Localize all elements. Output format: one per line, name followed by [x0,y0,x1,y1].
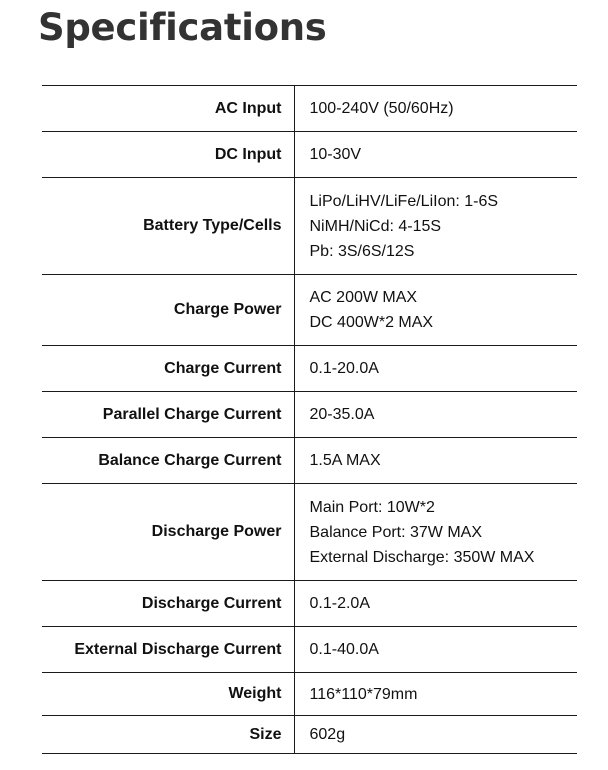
spec-label: Balance Charge Current [42,438,294,484]
spec-value-line: LiPo/LiHV/LiFe/LiIon: 1-6S [309,192,499,210]
spec-label: DC Input [42,132,294,178]
spec-value [294,132,577,178]
spec-value-line: DC 400W*2 MAX [309,314,434,331]
spec-row-discharge-current [42,581,577,627]
spec-label: AC Input [42,86,294,132]
spec-value-line: 20-35.0A [309,406,375,423]
spec-row-external-discharge-current [42,627,577,673]
spec-value [294,392,577,438]
spec-value [294,346,577,392]
spec-row-ac-input [42,86,577,132]
spec-value-line: Main Port: 10W*2 [309,498,435,516]
spec-label: Charge Power [42,275,294,346]
spec-row-discharge-power [42,484,577,581]
spec-value-line: 0.1-20.0A [309,360,379,377]
spec-row-parallel-charge-current [42,392,577,438]
spec-value [294,86,577,132]
spec-label: Battery Type/Cells [42,178,294,275]
spec-value [294,716,577,754]
spec-label: External Discharge Current [42,627,294,673]
spec-value-line: Pb: 3S/6S/12S [309,242,415,260]
spec-value-line: External Discharge: 350W MAX [309,548,535,566]
spec-value [294,178,577,275]
spec-value-line: NiMH/NiCd: 4-15S [309,217,442,235]
spec-row-balance-charge-current [42,438,577,484]
spec-label: Parallel Charge Current [42,392,294,438]
spec-value [294,484,577,581]
spec-row-size [42,716,577,754]
spec-value-line: Balance Port: 37W MAX [309,523,483,541]
spec-value [294,438,577,484]
spec-row-dc-input [42,132,577,178]
spec-value-line: 0.1-40.0A [309,641,379,658]
spec-value [294,627,577,673]
spec-value-line: 0.1-2.0A [309,595,370,612]
spec-label: Charge Current [42,346,294,392]
specifications-table [42,85,577,754]
spec-value-line: 100-240V (50/60Hz) [309,100,454,117]
spec-value [294,581,577,627]
spec-label: Discharge Power [42,484,294,581]
spec-row-charge-current [42,346,577,392]
spec-value [294,275,577,346]
spec-label: Size [42,716,294,754]
spec-row-charge-power [42,275,577,346]
spec-value-line: 116*110*79mm [309,685,418,703]
spec-value-line: AC 200W MAX [309,289,418,306]
spec-label: Weight [42,673,294,716]
spec-row-weight [42,673,577,716]
spec-label: Discharge Current [42,581,294,627]
spec-row-battery-type-cells [42,178,577,275]
spec-value-line: 10-30V [309,146,362,163]
spec-value-line: 1.5A MAX [309,452,381,469]
spec-value [294,673,577,716]
spec-value-line: 602g [309,726,346,743]
page-title: Specifications [38,6,327,49]
